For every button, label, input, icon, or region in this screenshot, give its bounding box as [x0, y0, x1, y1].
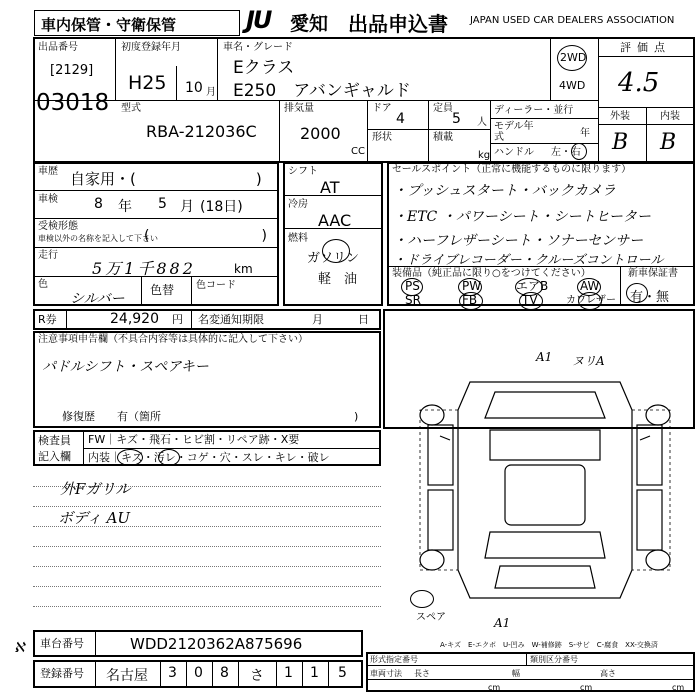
repair-history-close: ) [354, 410, 359, 423]
remark-2: ボディ AU [58, 509, 131, 527]
ju-logo: JU [246, 6, 271, 34]
plate-kana: さ [250, 668, 264, 684]
acceptance-sub: 車検以外の名称を記入して下さい [38, 234, 158, 243]
plate-digit-2: 0 [194, 665, 203, 681]
interior-grade-value: B [660, 130, 677, 155]
exterior-grade-value: B [612, 130, 629, 155]
plate-digit-4: 1 [284, 665, 293, 681]
exterior-grade-label: 外装 [610, 111, 630, 122]
chassis-label: 車台番号 [40, 637, 84, 650]
model-designation-label: 形式指定番号 [370, 655, 418, 664]
height-unit: cm [672, 683, 685, 692]
color-value: シルバー [70, 291, 125, 307]
diagram-label-bottom-a1: A1 [494, 616, 511, 630]
manual-yes-circle [626, 283, 648, 303]
form-title: 出品申込書 [348, 12, 448, 36]
fuel-diesel: 軽 油 [318, 272, 358, 287]
model-label: 車名・グレード [223, 42, 293, 53]
equip-fb-circle [459, 292, 483, 310]
repair-history-label: 修復歴 有（箇所 [62, 410, 161, 423]
diagram-spare-label: スペア [416, 612, 446, 623]
equip-tv: TV [522, 293, 538, 307]
inspector-label-1: 検査員 [38, 434, 71, 447]
capacity-label: 定員 [433, 103, 453, 114]
handle-options: 左・右 [551, 147, 581, 158]
equip-leather: カワレザー [566, 295, 616, 306]
displacement-unit: CC [351, 146, 365, 157]
mileage-value: 5万1千882 [92, 259, 196, 278]
acceptance-paren: ( ) [144, 228, 267, 244]
fuel-label: 燃料 [288, 233, 308, 244]
shift-label: シフト [288, 166, 318, 177]
displacement-label: 排気量 [284, 103, 314, 114]
history-label: 車歴 [38, 166, 58, 177]
registration-month-unit: 月 [206, 87, 216, 98]
registration-label: 初度登録年月 [121, 42, 181, 53]
interior-grade-label: 内装 [660, 111, 680, 122]
equip-airbag: エアB [516, 279, 549, 293]
drive-2wd: 2WD [560, 51, 587, 64]
equip-sr: SR [405, 293, 421, 307]
notes-text: パドルシフト・スペアキー [42, 359, 209, 375]
inspection-month: 5 [158, 196, 167, 212]
mileage-label: 走行 [38, 250, 58, 261]
spare-tire-icon [410, 590, 434, 608]
selling-point-1: ・プッシュスタート・バックカメラ [393, 183, 616, 199]
mileage-unit: km [234, 262, 253, 276]
inspector-dirt-circle [158, 449, 180, 466]
manual-options: 有・無 [630, 290, 670, 305]
cooling-label: 冷房 [288, 199, 308, 210]
score-label: 評価点 [620, 41, 671, 54]
cooling-value: AAC [318, 211, 352, 230]
plate-label: 登録番号 [40, 667, 84, 680]
inspector-label-2: 記入欄 [38, 450, 71, 463]
type-value: RBA-212036C [146, 122, 257, 141]
fuel-gas: ガソリン [307, 251, 360, 266]
model-year-unit: 年 [580, 128, 590, 139]
class-category-label: 類別区分番号 [530, 655, 578, 664]
acceptance-label: 受検形態 [38, 221, 78, 232]
model-year-label: モデル年式 [494, 121, 534, 143]
capacity-value: 5 [452, 111, 461, 127]
inspector-fw-row: FW｜キズ・飛石・ヒビ割・リペア跡・X要 [88, 433, 300, 446]
selling-point-3: ・ハーフレザーシート・ソナーセンサー [393, 233, 644, 249]
inspector-scratch-circle [117, 449, 143, 466]
width-label: 幅 [512, 669, 520, 678]
car-condition-diagram [410, 370, 680, 610]
plate-digit-5: 1 [310, 665, 319, 681]
plate-digit-3: 8 [220, 665, 229, 681]
selling-points-label: セールスポイント（正常に機能するものに限ります） [392, 164, 632, 175]
history-value: 自家用・( ) [70, 170, 262, 188]
length-label: 長さ [414, 669, 430, 678]
equip-leather-circle [578, 292, 602, 310]
registration-month: 10 [185, 80, 203, 96]
length-unit: cm [488, 683, 501, 692]
name-change-month: 月 [312, 313, 323, 326]
drive-4wd: 4WD [559, 79, 586, 92]
recycle-unit: 円 [172, 313, 183, 326]
height-label: 高さ [600, 669, 616, 678]
type-label: 型式 [121, 103, 141, 114]
lot-number: 03018 [36, 90, 110, 116]
equip-fb: FB [462, 293, 478, 307]
equipment-label: 装備品（純正品に限り○をつけてください） [392, 268, 591, 279]
drive-circle-mark [557, 45, 587, 71]
inspection-year: 8 [94, 196, 103, 212]
load-unit: kg [478, 150, 491, 161]
handle-right-circle [571, 143, 587, 160]
doors-label: ドア [372, 103, 392, 114]
fuel-gas-circle [322, 239, 350, 263]
color-code-label: 色コード [196, 280, 236, 291]
equip-ps: PS [405, 279, 420, 293]
selling-point-2: ・ETC ・パワーシート・シートヒーター [393, 209, 651, 225]
lot-label: 出品番号 [38, 42, 78, 53]
width-unit: cm [580, 683, 593, 692]
load-label: 積載 [433, 132, 453, 143]
association-name: 愛知 [290, 13, 329, 35]
vehicle-dimensions-label: 車両寸法 [370, 669, 402, 678]
inspector-interior-row: 内装｜キズ・汚レ・コゲ・穴・スレ・キレ・破レ [88, 451, 330, 464]
shift-value: AT [320, 178, 340, 197]
lot-sub-number: [2129] [50, 63, 94, 78]
name-change-label: 名変通知期限 [198, 313, 264, 326]
score-value: 4.5 [618, 68, 660, 98]
diagram-legend: A-キズ E-エクボ U-凹み W-補修跡 S-サビ C-腐食 XX-交換済 [440, 641, 658, 649]
recycle-value: 24,920 [110, 311, 159, 327]
storage-options-text: 車内保管・守衛保管 [41, 16, 177, 34]
inspection-year-unit: 年 [118, 199, 132, 215]
color-label: 色 [38, 279, 48, 290]
equip-aw: AW [580, 279, 600, 293]
plate-digit-6: 5 [338, 665, 347, 681]
diagram-label-top-nuri: ヌリA [572, 354, 605, 368]
equip-ps-circle [401, 278, 423, 296]
diagram-label-top-a1: A1 [536, 350, 553, 364]
margin-signature-mark: ℵ [14, 640, 25, 656]
remark-1: 外Fガリル [60, 480, 131, 498]
manual-label: 新車保証書 [628, 268, 678, 279]
registration-era-year: H25 [128, 72, 167, 94]
notes-label: 注意事項申告欄（不具合内容等は具体的に記入して下さい） [38, 334, 308, 345]
model-grade: E250 アバンギャルド [233, 81, 411, 101]
inspection-day: (18日) [200, 199, 243, 215]
capacity-unit: 人 [477, 117, 487, 128]
equip-pw: PW [462, 279, 482, 293]
recycle-label: R券 [38, 313, 57, 326]
name-change-day: 日 [358, 313, 369, 326]
shape-label: 形状 [372, 132, 392, 143]
dealer-label: ディーラー・並行 [494, 105, 574, 116]
plate-digit-1: 3 [168, 665, 177, 681]
storage-options-box [34, 10, 240, 36]
handle-label: ハンドル [494, 147, 534, 158]
plate-region: 名古屋 [106, 668, 148, 684]
chassis-number: WDD2120362A875696 [130, 635, 303, 653]
inspection-label: 車検 [38, 194, 58, 205]
displacement-value: 2000 [300, 124, 341, 143]
selling-point-4: ・ドライブレコーダー・クルーズコントロール [393, 253, 664, 268]
equip-tv-circle [519, 292, 543, 310]
doors-value: 4 [396, 111, 405, 127]
color-change-label: 色替 [150, 283, 175, 297]
model-name: Eクラス [233, 58, 295, 78]
inspection-month-unit: 月 [180, 199, 194, 215]
association-english: JAPAN USED CAR DEALERS ASSOCIATION [470, 15, 675, 26]
